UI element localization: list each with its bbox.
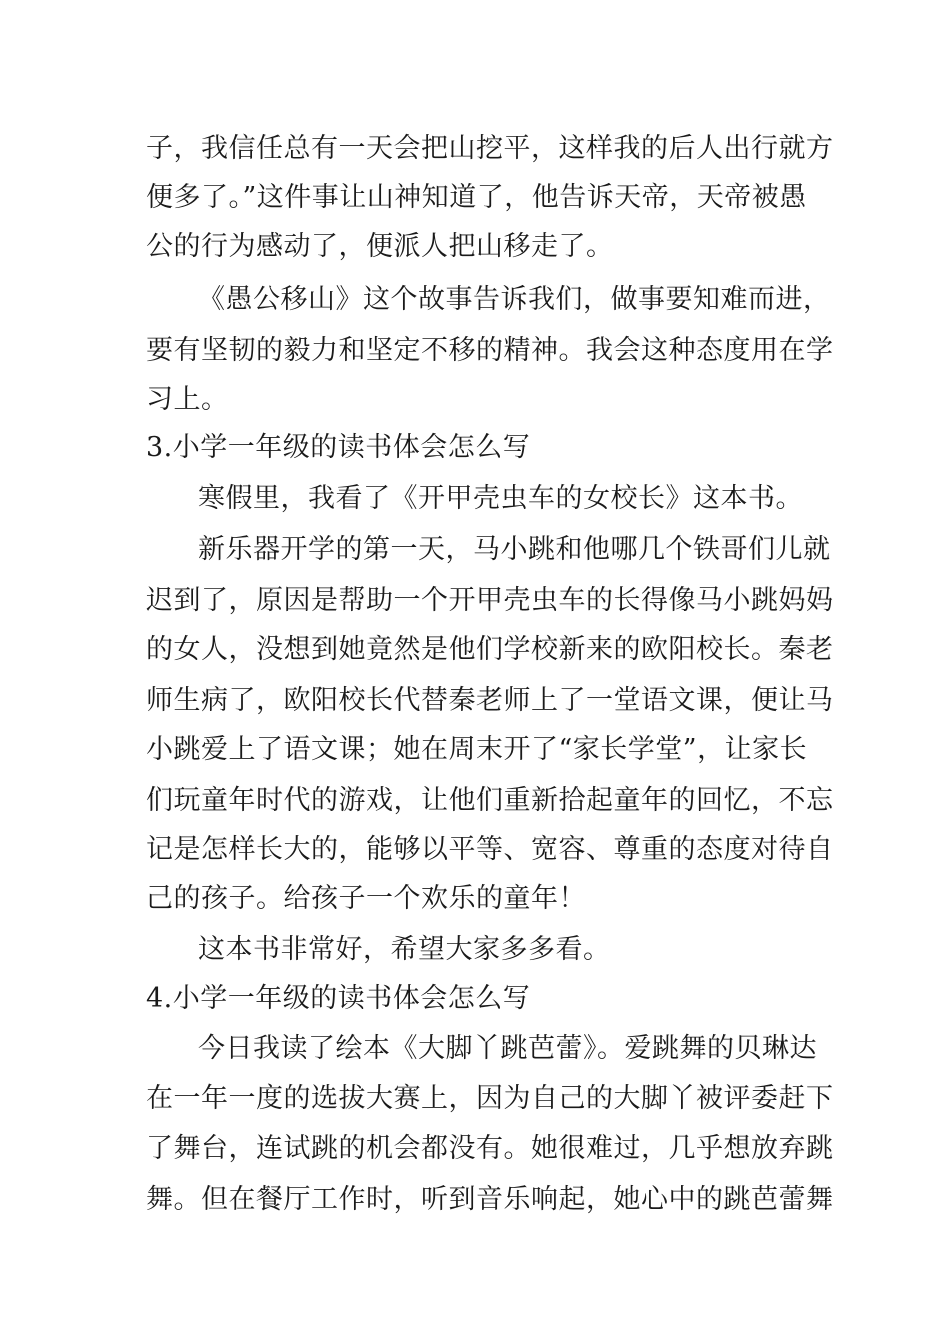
text-line: 小跳爱上了语文课；她在周末开了“家长学堂”，让家长 xyxy=(146,734,808,765)
text-line: 在一年一度的选拔大赛上，因为自己的大脚丫被评委赶下 xyxy=(146,1083,834,1114)
text-line: 师生病了，欧阳校长代替秦老师上了一堂语文课，便让马 xyxy=(146,685,834,716)
text-line: 今日我读了绘本《大脚丫跳芭蕾》。爱跳舞的贝琳达 xyxy=(198,1033,817,1064)
text-line: 公的行为感动了，便派人把山移走了。 xyxy=(146,231,614,262)
text-line: 寒假里，我看了《开甲壳虫车的女校长》这本书。 xyxy=(198,483,803,514)
text-line: 子，我信任总有一天会把山挖平，这样我的后人出行就方 xyxy=(146,133,834,164)
text-line: 记是怎样长大的，能够以平等、宽容、尊重的态度对待自 xyxy=(146,834,834,865)
text-line: 习上。 xyxy=(146,384,229,415)
section-heading: 4.小学一年级的读书体会怎么写 xyxy=(146,983,531,1014)
text-line: 要有坚韧的毅力和坚定不移的精神。我会这种态度用在学 xyxy=(146,335,834,366)
text-line: 的女人，没想到她竟然是他们学校新来的欧阳校长。秦老 xyxy=(146,634,834,665)
text-line: 迟到了，原因是帮助一个开甲壳虫车的长得像马小跳妈妈 xyxy=(146,585,834,616)
text-line: 己的孩子。给孩子一个欢乐的童年！ xyxy=(146,883,586,914)
text-line: 舞。但在餐厅工作时，听到音乐响起，她心中的跳芭蕾舞 xyxy=(146,1184,834,1215)
section-heading: 3.小学一年级的读书体会怎么写 xyxy=(146,432,531,463)
text-line: 便多了。”这件事让山神知道了，他告诉天帝，天帝被愚 xyxy=(146,182,807,213)
text-line: 了舞台，连试跳的机会都没有。她很难过，几乎想放弃跳 xyxy=(146,1133,834,1164)
text-line: 们玩童年时代的游戏，让他们重新拾起童年的回忆，不忘 xyxy=(146,785,834,816)
text-line: 这本书非常好，希望大家多多看。 xyxy=(198,934,611,965)
text-line: 《愚公移山》这个故事告诉我们，做事要知难而进， xyxy=(198,284,831,315)
text-line: 新乐器开学的第一天，马小跳和他哪几个铁哥们儿就 xyxy=(198,534,831,565)
